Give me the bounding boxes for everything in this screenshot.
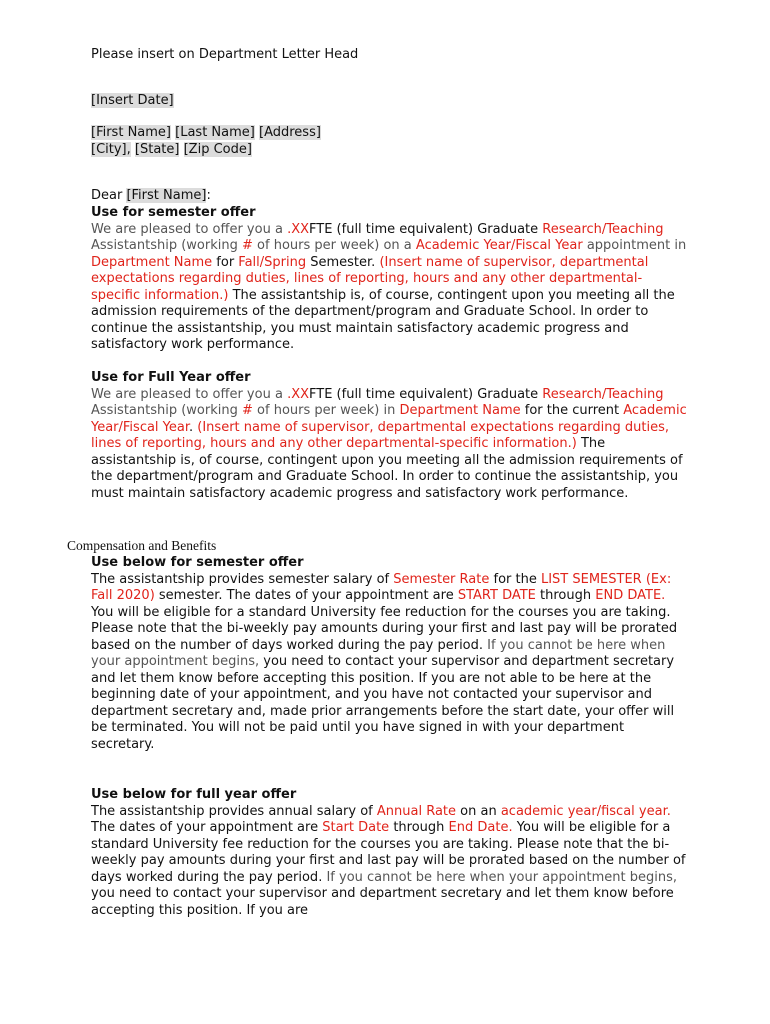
salutation: Dear [First Name]: <box>91 188 211 203</box>
zip-field: [Zip Code] <box>183 141 252 157</box>
semester-offer-paragraph: We are pleased to offer you a .XXFTE (full time equivalent) Graduate Research/Teaching Assistantship (working # of hours per week) on a Academic Year/Fiscal Year appointment in Department Name for Fall/Spring Semester. (Insert name of supervisor, departmental expectations regarding duties, lines of reporting, hours and any other departmental-specific information.) The assistantship is, of course, contingent upon you meeting all the admission requirements of the department/program and Graduate School. In order to continue the assistantship, you must maintain satisfactory academic progress and satisfactory work performance. <box>91 221 687 352</box>
address-line-2 <box>91 142 691 159</box>
last-name-field: [Last Name] <box>175 125 255 140</box>
letterhead-note: Please insert on Department Letter Head <box>91 47 359 62</box>
city-field: [City], <box>91 141 131 157</box>
full-year-offer-section <box>91 370 691 502</box>
full-year-comp-section <box>91 787 691 919</box>
first-name-field: [First Name] <box>91 125 171 140</box>
address-line-1 <box>91 125 691 142</box>
address-block <box>91 125 691 158</box>
full-year-comp-paragraph: The assistantship provides annual salary of Annual Rate on an academic year/fiscal year. The dates of your appointment are Start Date through End Date. You will be eligible for a standard University fee reduction for the courses you are taking. Please note that the bi-weekly pay amounts during your first and last pay will be prorated based on the number of days worked during the pay period. If you cannot be here when your appointment begins, you need to contact your supervisor and department secretary and let them know before accepting this position. If you are <box>91 803 686 918</box>
semester-comp-heading: Use below for semester offer <box>91 555 304 570</box>
state-field: [State] <box>134 141 180 157</box>
semester-offer-heading: Use for semester offer <box>91 205 256 220</box>
full-year-offer-paragraph: We are pleased to offer you a .XXFTE (full time equivalent) Graduate Research/Teaching Assistantship (working # of hours per week) in Department Name for the current Academic Year/Fiscal Year. (Insert name of supervisor, departmental expectations regarding duties, lines of reporting, hours and any other departmental-specific information.) The assistantship is, of course, contingent upon you meeting all the admission requirements of the department/program and Graduate School. In order to continue the assistantship, you must maintain satisfactory academic progress and satisfactory work performance. <box>91 386 687 501</box>
date-line <box>91 93 691 110</box>
compensation-heading: Compensation and Benefits <box>67 538 217 553</box>
date-placeholder: [Insert Date] <box>91 93 174 108</box>
semester-comp-section <box>91 555 691 753</box>
semester-comp-paragraph: The assistantship provides semester salary of Semester Rate for the LIST SEMESTER (Ex: Fall 2020) semester. The dates of your appointment are START DATE through END DATE. You will be eligible for a standard University fee reduction for the courses you are taking. Please note that the bi-weekly pay amounts during your first and last pay will be prorated based on the number of days worked during the pay period. If you cannot be here when your appointment begins, you need to contact your supervisor and department secretary and let them know before accepting this position. If you are not able to be here at the beginning date of your appointment, and you have not contacted your supervisor and department secretary and, made prior arrangements before the start date, your offer will be terminated. You will not be paid until you have signed in with your department secretary. <box>91 571 678 752</box>
salutation-name: [First Name] <box>126 188 207 203</box>
full-year-offer-heading: Use for Full Year offer <box>91 370 251 385</box>
full-year-comp-heading: Use below for full year offer <box>91 787 297 802</box>
semester-offer-section <box>91 205 691 354</box>
address-field: [Address] <box>259 125 321 140</box>
